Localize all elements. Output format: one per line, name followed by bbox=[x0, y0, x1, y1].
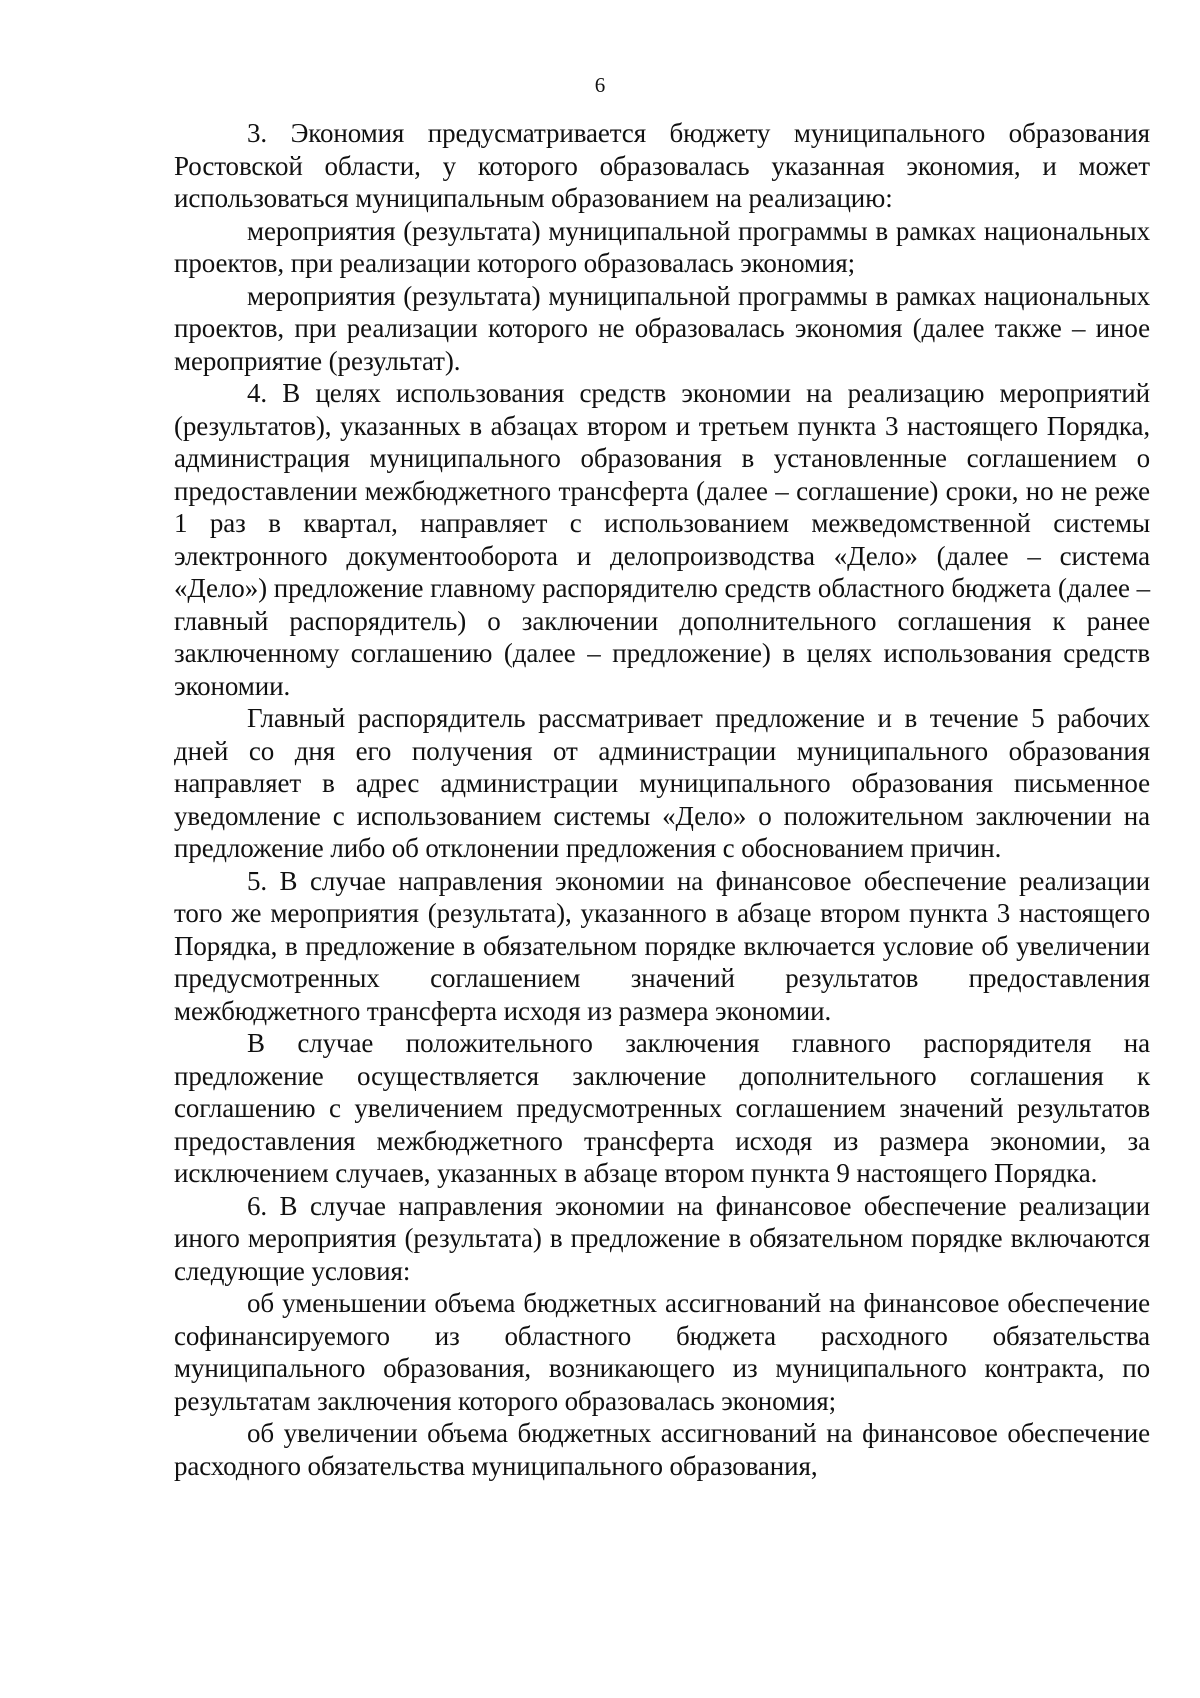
paragraph-5-part-2: В случае положительного заключения главного распорядителя на предложение осуществляется заключение дополнительного соглашения к соглашению с увеличением предусмотренных соглашением значений результатов предоставления межбюджетного трансферта исходя из размера экономии, за исключением случаев, указанных в абзаце втором пункта 9 настоящего Порядка. bbox=[174, 1028, 1150, 1188]
paragraph-6-item-2: об увеличении объема бюджетных ассигнований на финансовое обеспечение расходного обязательства муниципального образования, bbox=[174, 1418, 1150, 1481]
paragraph-3: 3. Экономия предусматривается бюджету муниципального образования Ростовской области, у которого образовалась указанная экономия, и может использоваться муниципальным образованием на реализацию: bbox=[174, 118, 1150, 213]
paragraph-3-item-1: мероприятия (результата) муниципальной программы в рамках национальных проектов, при реализации которого образовалась экономия; bbox=[174, 215, 1150, 278]
paragraph-6: 6. В случае направления экономии на финансовое обеспечение реализации иного мероприятия (результата) в предложение в обязательном порядке включаются следующие условия: bbox=[174, 1190, 1150, 1286]
paragraph-4: 4. В целях использования средств экономии на реализацию мероприятий (результатов), указанных в абзацах втором и третьем пункта 3 настоящего Порядка, администрация муниципального образования в установленные соглашением о предоставлении межбюджетного трансферта (далее – соглашение) сроки, но не реже 1 раз в квартал, направляет с использованием межведомственной системы электронного документооборота и делопроизводства «Дело» (далее – система «Дело») предложение главному распорядителю средств областного бюджета (далее – главный распорядитель) о заключении дополнительного соглашения к ранее заключенному соглашению (далее – предложение) в целях использования средств экономии. bbox=[174, 378, 1150, 701]
paragraph-5: 5. В случае направления экономии на финансовое обеспечение реализации того же мероприятия (результата), указанного в абзаце втором пункта 3 настоящего Порядка, в предложение в обязательном порядке включается условие об увеличении предусмотренных соглашением значений результатов предоставления межбюджетного трансферта исходя из размера экономии. bbox=[174, 865, 1150, 1026]
paragraph-4-part-2: Главный распорядитель рассматривает предложение и в течение 5 рабочих дней со дня его получения от администрации муниципального образования направляет в адрес администрации муниципального образования письменное уведомление с использованием системы «Дело» о положительном заключении на предложение либо об отклонении предложения с обоснованием причин. bbox=[174, 703, 1150, 863]
page-number: 6 bbox=[594, 73, 606, 97]
document-body bbox=[174, 117, 1150, 1482]
paragraph-3-item-2: мероприятия (результата) муниципальной программы в рамках национальных проектов, при реализации которого не образовалась экономия (далее также – иное мероприятие (результат). bbox=[174, 280, 1150, 376]
paragraph-6-item-1: об уменьшении объема бюджетных ассигнований на финансовое обеспечение софинансируемого из областного бюджета расходного обязательства муниципального образования, возникающего из муниципального контракта, по результатам заключения которого образовалась экономия; bbox=[174, 1288, 1150, 1416]
